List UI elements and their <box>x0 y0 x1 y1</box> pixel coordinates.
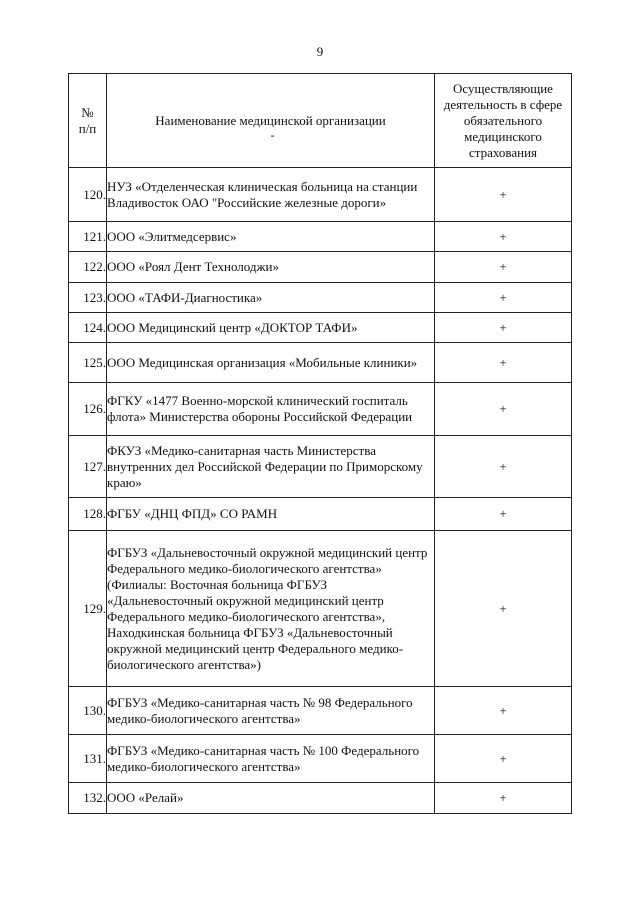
row-organization: ФГБУЗ «Медико-санитарная часть № 100 Федерального медико-биологического агентства» <box>107 735 435 783</box>
row-oms-mark: + <box>435 222 572 252</box>
table-row <box>69 498 572 531</box>
header-number <box>69 74 107 168</box>
table-row <box>69 343 572 383</box>
row-organization: ООО Медицинский центр «ДОКТОР ТАФИ» <box>107 313 435 343</box>
header-name-label: Наименование медицинской организации <box>155 112 386 128</box>
table-row <box>69 735 572 783</box>
row-organization: ООО «Релай» <box>107 783 435 814</box>
row-number: 120. <box>69 168 107 222</box>
row-oms-mark: + <box>435 383 572 436</box>
row-number: 132. <box>69 783 107 814</box>
row-organization: ООО «ТАФИ-Диагностика» <box>107 283 435 313</box>
row-number: 127. <box>69 436 107 498</box>
header-number-label: № п/п <box>78 104 97 136</box>
table-row <box>69 383 572 436</box>
row-number: 122. <box>69 252 107 283</box>
row-number: 131. <box>69 735 107 783</box>
row-oms-mark: + <box>435 313 572 343</box>
row-organization: ФКУЗ «Медико-санитарная часть Министерства внутренних дел Российской Федерации по Приморскому краю» <box>107 436 435 498</box>
row-organization: ООО «Роял Дент Технолоджи» <box>107 252 435 283</box>
row-oms-mark: + <box>435 343 572 383</box>
row-organization: ФГБУЗ «Дальневосточный окружной медицинский центр Федерального медико-биологического агентства» (Филиалы: Восточная больница ФГБУЗ «Дальневосточный окружной медицинский центр Федерального медико-биологического агентства», Находкинская больница ФГБУЗ «Дальневосточный окружной медицинский центр Федерального медико-биологического агентства») <box>107 531 435 687</box>
table-row <box>69 436 572 498</box>
row-oms-mark: + <box>435 498 572 531</box>
table-row <box>69 783 572 814</box>
row-oms-mark: + <box>435 687 572 735</box>
table-row <box>69 252 572 283</box>
row-organization: ООО «Элитмедсервис» <box>107 222 435 252</box>
table-row <box>69 687 572 735</box>
table-row <box>69 313 572 343</box>
table-header-row <box>69 74 572 168</box>
row-organization: ФГБУ «ДНЦ ФПД» СО РАМН <box>107 498 435 531</box>
row-organization: ООО Медицинская организация «Мобильные клиники» <box>107 343 435 383</box>
row-number: 124. <box>69 313 107 343</box>
row-number: 121. <box>69 222 107 252</box>
row-organization: НУЗ «Отделенческая клиническая больница на станции Владивосток ОАО "Российские железные дороги» <box>107 168 435 222</box>
row-organization: ФГКУ «1477 Военно-морской клинический госпиталь флота» Министерства обороны Российской Федерации <box>107 383 435 436</box>
row-oms-mark: + <box>435 252 572 283</box>
table-row <box>69 531 572 687</box>
row-oms-mark: + <box>435 436 572 498</box>
row-number: 129. <box>69 531 107 687</box>
row-organization: ФГБУЗ «Медико-санитарная часть № 98 Федерального медико-биологического агентства» <box>107 687 435 735</box>
header-name-mark: - <box>270 127 275 142</box>
row-oms-mark: + <box>435 735 572 783</box>
header-oms <box>435 74 572 168</box>
table-row <box>69 168 572 222</box>
row-number: 123. <box>69 283 107 313</box>
row-number: 128. <box>69 498 107 531</box>
row-oms-mark: + <box>435 783 572 814</box>
row-number: 125. <box>69 343 107 383</box>
row-oms-mark: + <box>435 168 572 222</box>
row-oms-mark: + <box>435 531 572 687</box>
organizations-table <box>68 73 572 814</box>
header-oms-label: Осуществляющие деятельность в сфере обязательного медицинского страхования <box>443 80 563 160</box>
table-row <box>69 283 572 313</box>
row-number: 126. <box>69 383 107 436</box>
table-row <box>69 222 572 252</box>
page-number: 9 <box>316 44 324 59</box>
header-name <box>107 74 435 168</box>
row-number: 130. <box>69 687 107 735</box>
row-oms-mark: + <box>435 283 572 313</box>
